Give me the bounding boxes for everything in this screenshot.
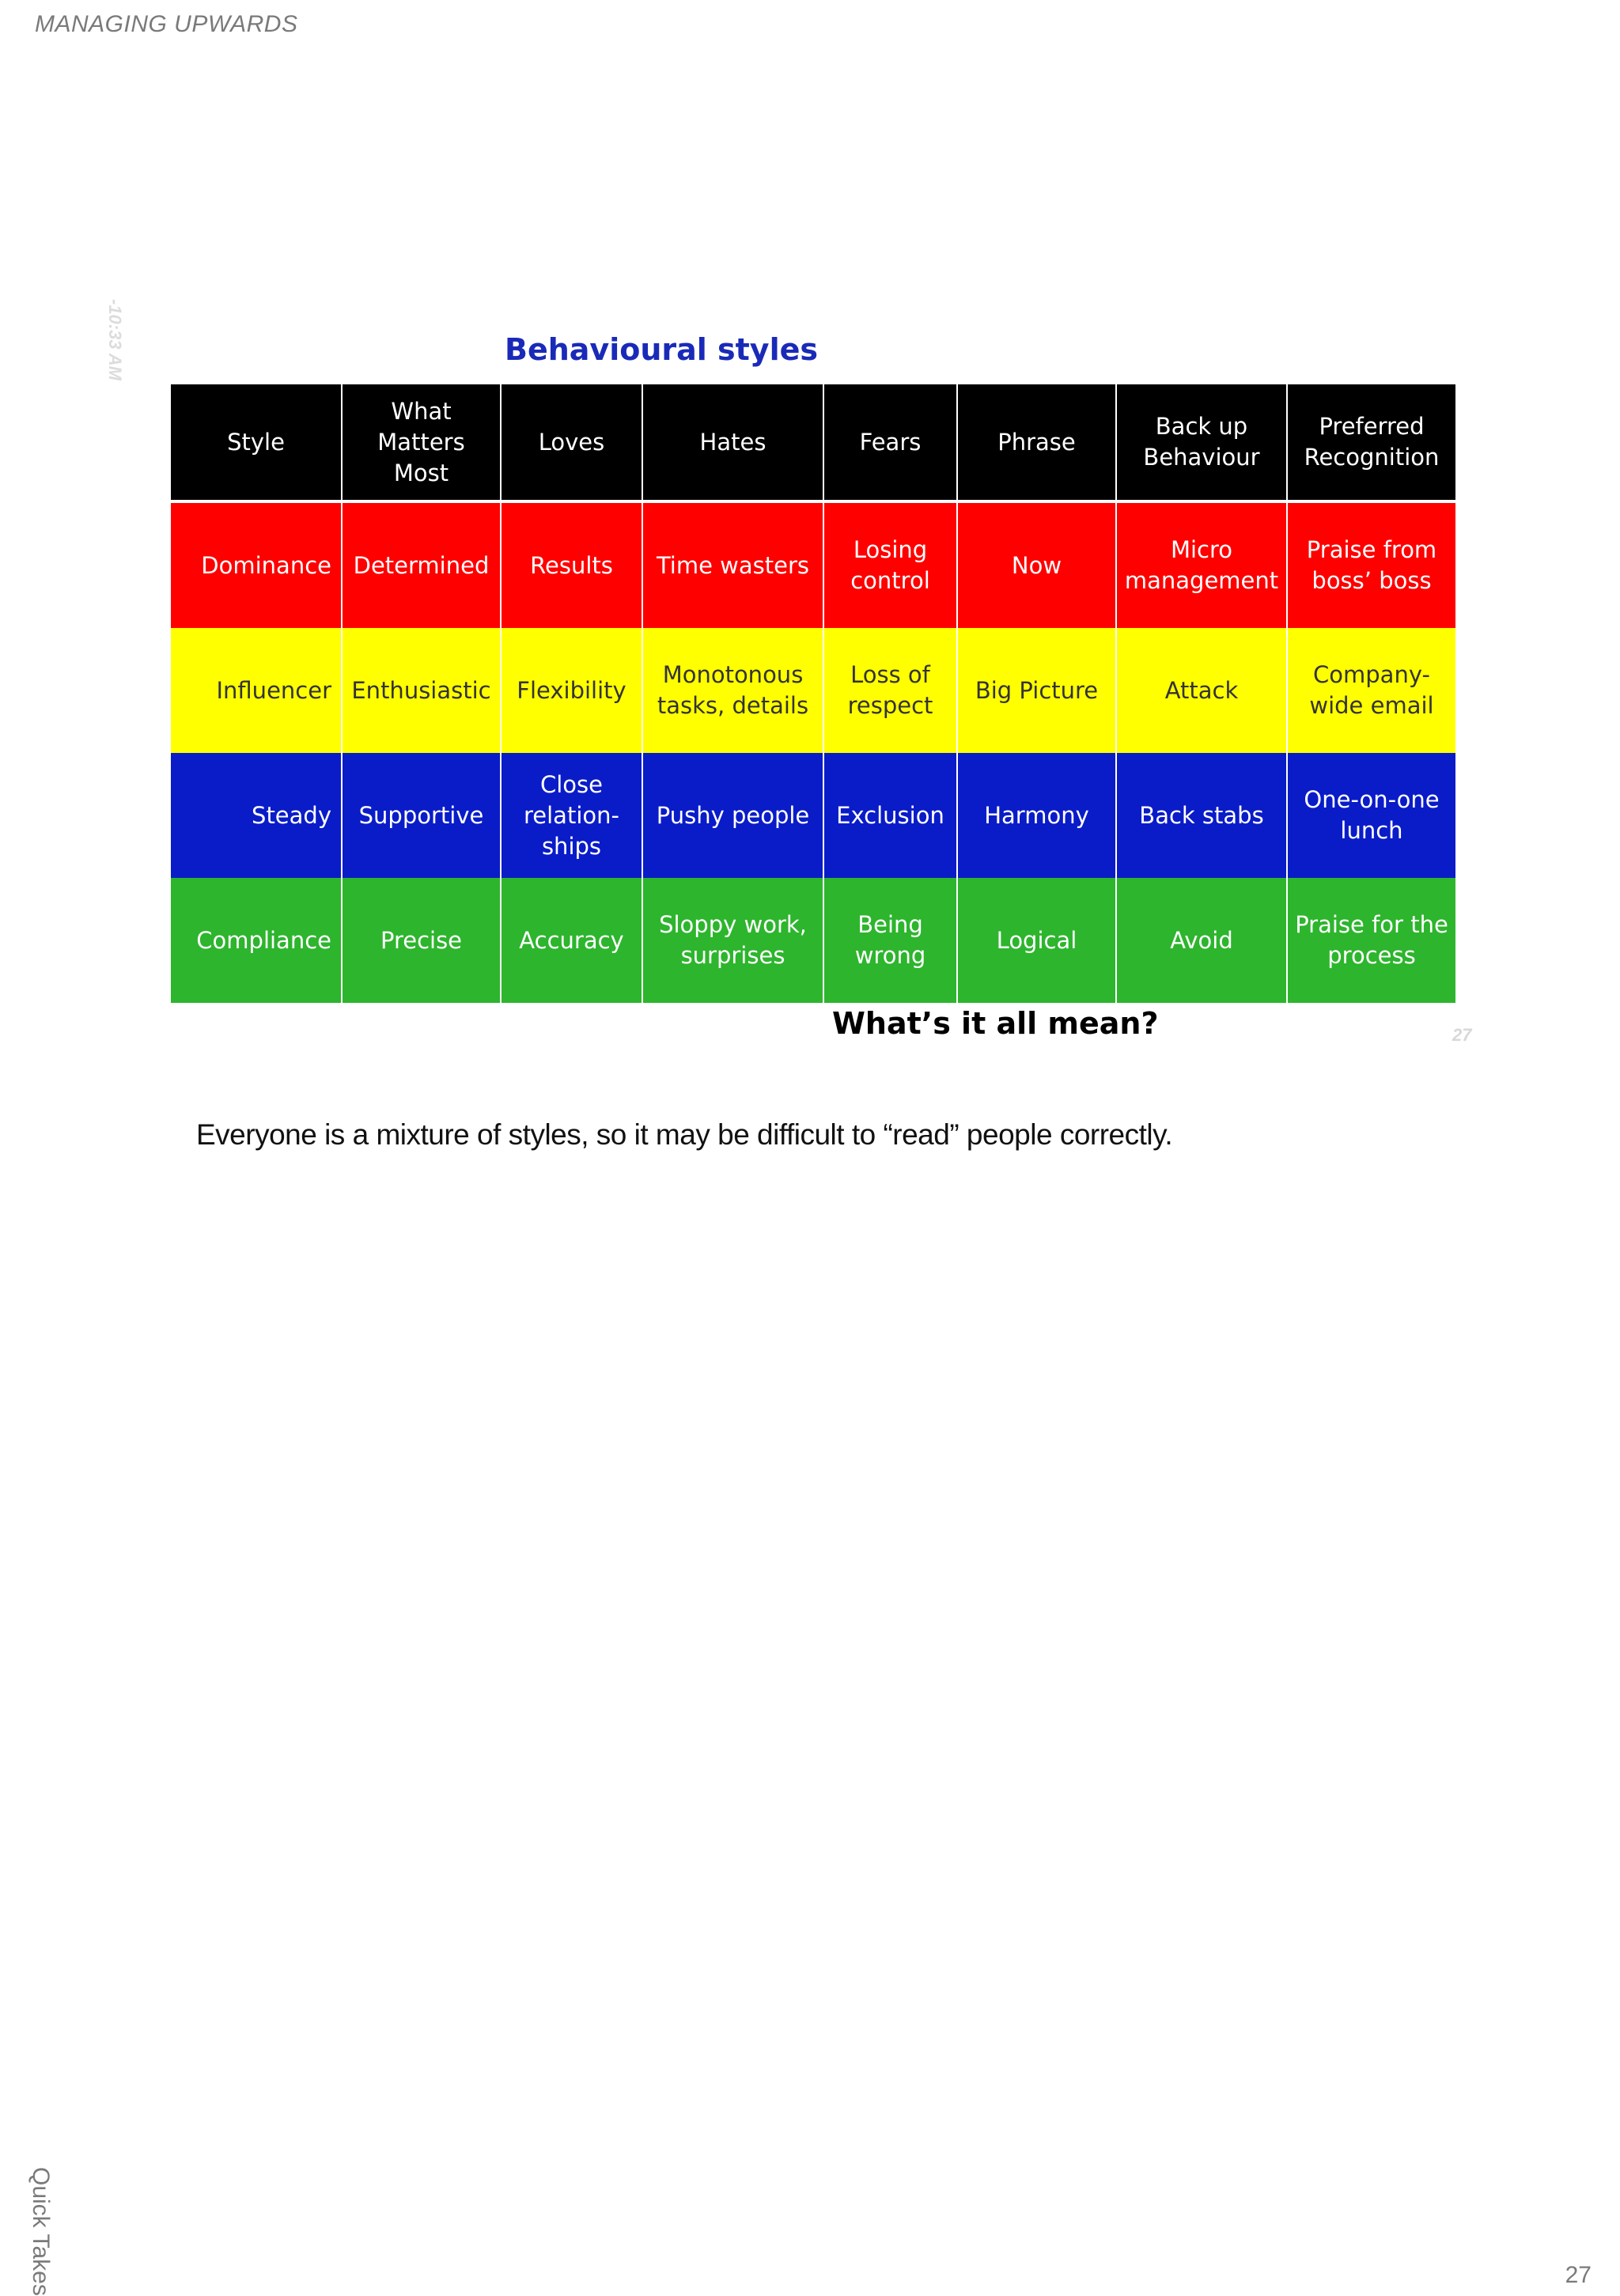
table-cell: Supportive xyxy=(342,753,501,878)
table-cell: Logical xyxy=(957,878,1116,1003)
table-cell: Big Picture xyxy=(957,628,1116,753)
column-header-style: Style xyxy=(170,384,342,501)
side-label: Quick Takes xyxy=(28,2167,54,2296)
table-cell: Harmony xyxy=(957,753,1116,878)
table-cell: Results xyxy=(501,501,642,628)
table-cell: Loss of respect xyxy=(823,628,957,753)
table-cell: Now xyxy=(957,501,1116,628)
slide-subtitle: What’s it all mean? xyxy=(832,1006,1159,1041)
table-cell: Enthusiastic xyxy=(342,628,501,753)
table-cell: Avoid xyxy=(1116,878,1287,1003)
running-head: MANAGING UPWARDS xyxy=(35,11,298,37)
table-row-compliance xyxy=(170,878,1456,1003)
table-cell: Losing control xyxy=(823,501,957,628)
table-cell: Company-wide email xyxy=(1287,628,1456,753)
table-cell: Steady xyxy=(170,753,342,878)
column-header-preferred-recognition: Preferred Recognition xyxy=(1287,384,1456,501)
table-cell: Back stabs xyxy=(1116,753,1287,878)
table-cell: Flexibility xyxy=(501,628,642,753)
column-header-hates: Hates xyxy=(642,384,823,501)
table-cell: Micro management xyxy=(1116,501,1287,628)
table-header-row xyxy=(170,384,1456,501)
table-cell: Praise from boss’ boss xyxy=(1287,501,1456,628)
table-cell: Exclusion xyxy=(823,753,957,878)
column-header-fears: Fears xyxy=(823,384,957,501)
table-title: Behavioural styles xyxy=(505,332,818,367)
table-cell: Monotonous tasks, details xyxy=(642,628,823,753)
table-cell: Influencer xyxy=(170,628,342,753)
table-cell: Praise for the process xyxy=(1287,878,1456,1003)
table-cell: Pushy people xyxy=(642,753,823,878)
table-cell: One-on-one lunch xyxy=(1287,753,1456,878)
table-row-dominance xyxy=(170,501,1456,628)
table-cell: Attack xyxy=(1116,628,1287,753)
slide-timestamp-watermark: -10:33 AM xyxy=(105,299,125,381)
behavioural-styles-table xyxy=(169,384,1457,1003)
table-cell: Being wrong xyxy=(823,878,957,1003)
table-cell: Accuracy xyxy=(501,878,642,1003)
column-header-phrase: Phrase xyxy=(957,384,1116,501)
table-cell: Precise xyxy=(342,878,501,1003)
table-row-steady xyxy=(170,753,1456,878)
slide-number: 27 xyxy=(1452,1025,1472,1045)
table-cell: Time wasters xyxy=(642,501,823,628)
page-number: 27 xyxy=(1565,2262,1592,2288)
table-cell: Close relation-ships xyxy=(501,753,642,878)
column-header-loves: Loves xyxy=(501,384,642,501)
table-cell: Compliance xyxy=(170,878,342,1003)
column-header-back-up-behaviour: Back up Behaviour xyxy=(1116,384,1287,501)
table-cell: Dominance xyxy=(170,501,342,628)
column-header-what-matters-most: What Matters Most xyxy=(342,384,501,501)
table-row-influencer xyxy=(170,628,1456,753)
table-cell: Determined xyxy=(342,501,501,628)
table-cell: Sloppy work, surprises xyxy=(642,878,823,1003)
body-paragraph: Everyone is a mixture of styles, so it may be difficult to “read” people correctly. xyxy=(196,1118,1173,1151)
